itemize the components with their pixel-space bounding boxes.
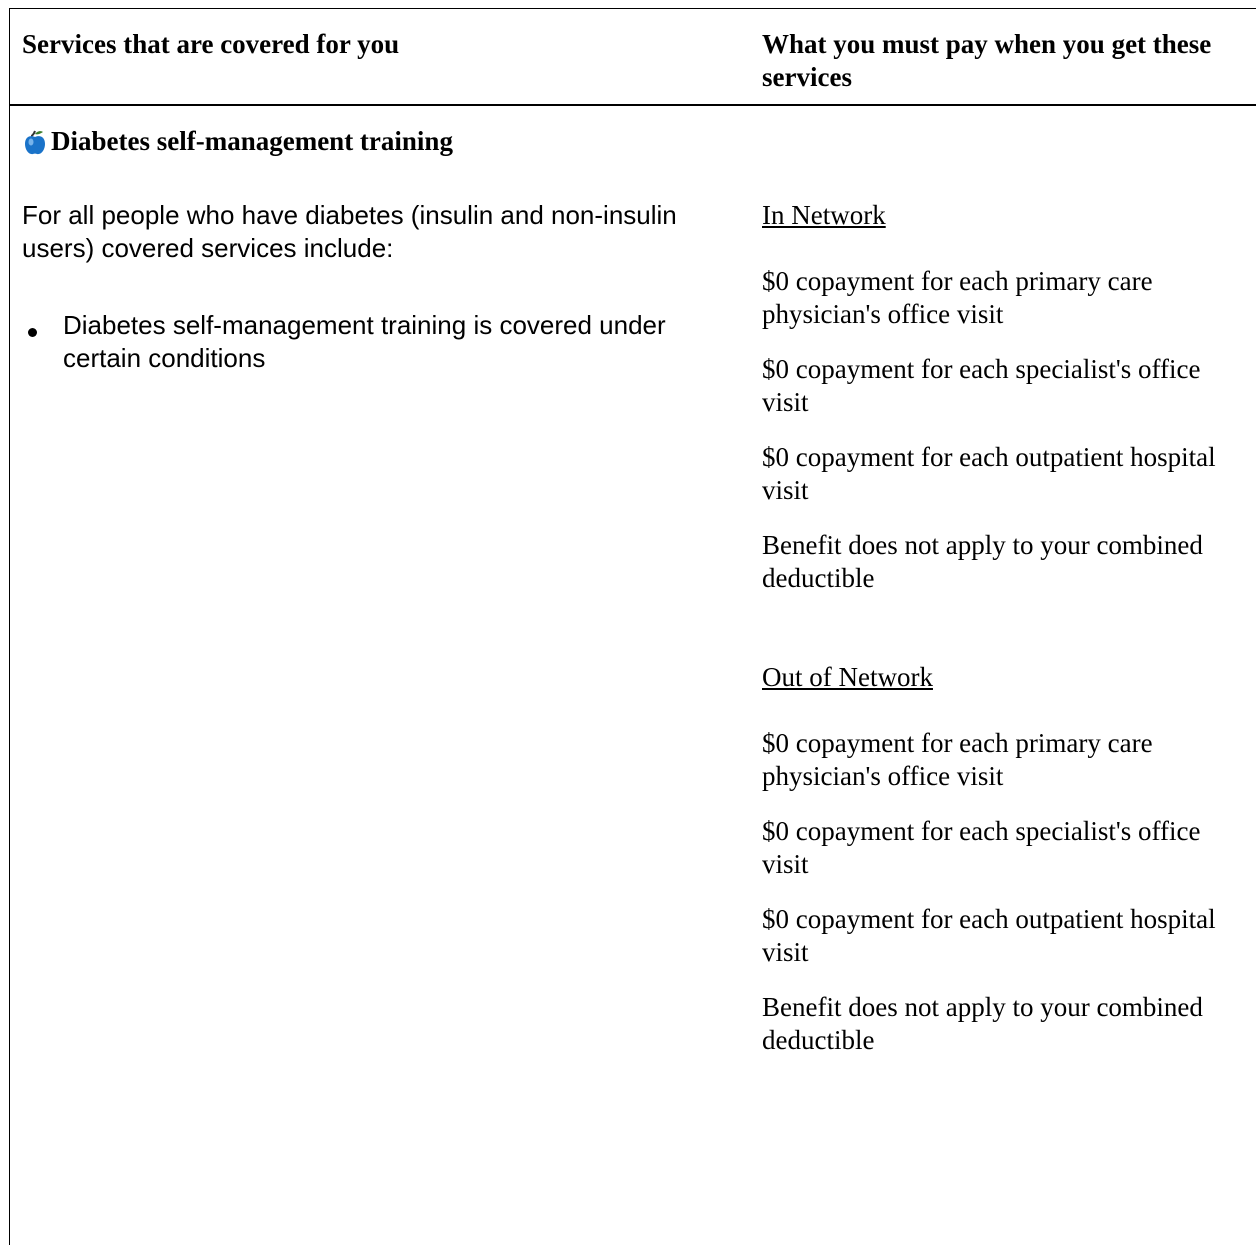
table-top-border (9, 8, 1256, 9)
bullet-icon (28, 328, 37, 337)
section-title-row (22, 125, 453, 158)
in-network-item: Benefit does not apply to your combined deductible (762, 530, 1203, 593)
header-what-you-pay: What you must pay when you get these services (762, 29, 1212, 92)
out-of-network-item: $0 copayment for each outpatient hospital visit (762, 904, 1216, 967)
table-left-border (9, 8, 10, 1245)
out-of-network-item: $0 copayment for each specialist's office visit (762, 816, 1201, 879)
out-of-network-heading: Out of Network (762, 662, 933, 692)
in-network-item: $0 copayment for each primary care physician's office visit (762, 266, 1153, 329)
apple-icon (22, 128, 48, 156)
in-network-item: $0 copayment for each outpatient hospital visit (762, 442, 1216, 505)
out-of-network-item: Benefit does not apply to your combined deductible (762, 992, 1203, 1055)
cost-column (762, 199, 1242, 1057)
in-network-item: $0 copayment for each specialist's office visit (762, 354, 1201, 417)
section-description: For all people who have diabetes (insulin and non-insulin users) covered services include: (22, 200, 677, 263)
in-network-heading: In Network (762, 200, 886, 230)
out-of-network-item: $0 copayment for each primary care physician's office visit (762, 728, 1153, 791)
section-title: Diabetes self-management training (51, 126, 453, 156)
table-header-divider (9, 104, 1256, 106)
bullet-text: Diabetes self-management training is covered under certain conditions (63, 310, 666, 373)
header-covered-services: Services that are covered for you (22, 29, 400, 59)
